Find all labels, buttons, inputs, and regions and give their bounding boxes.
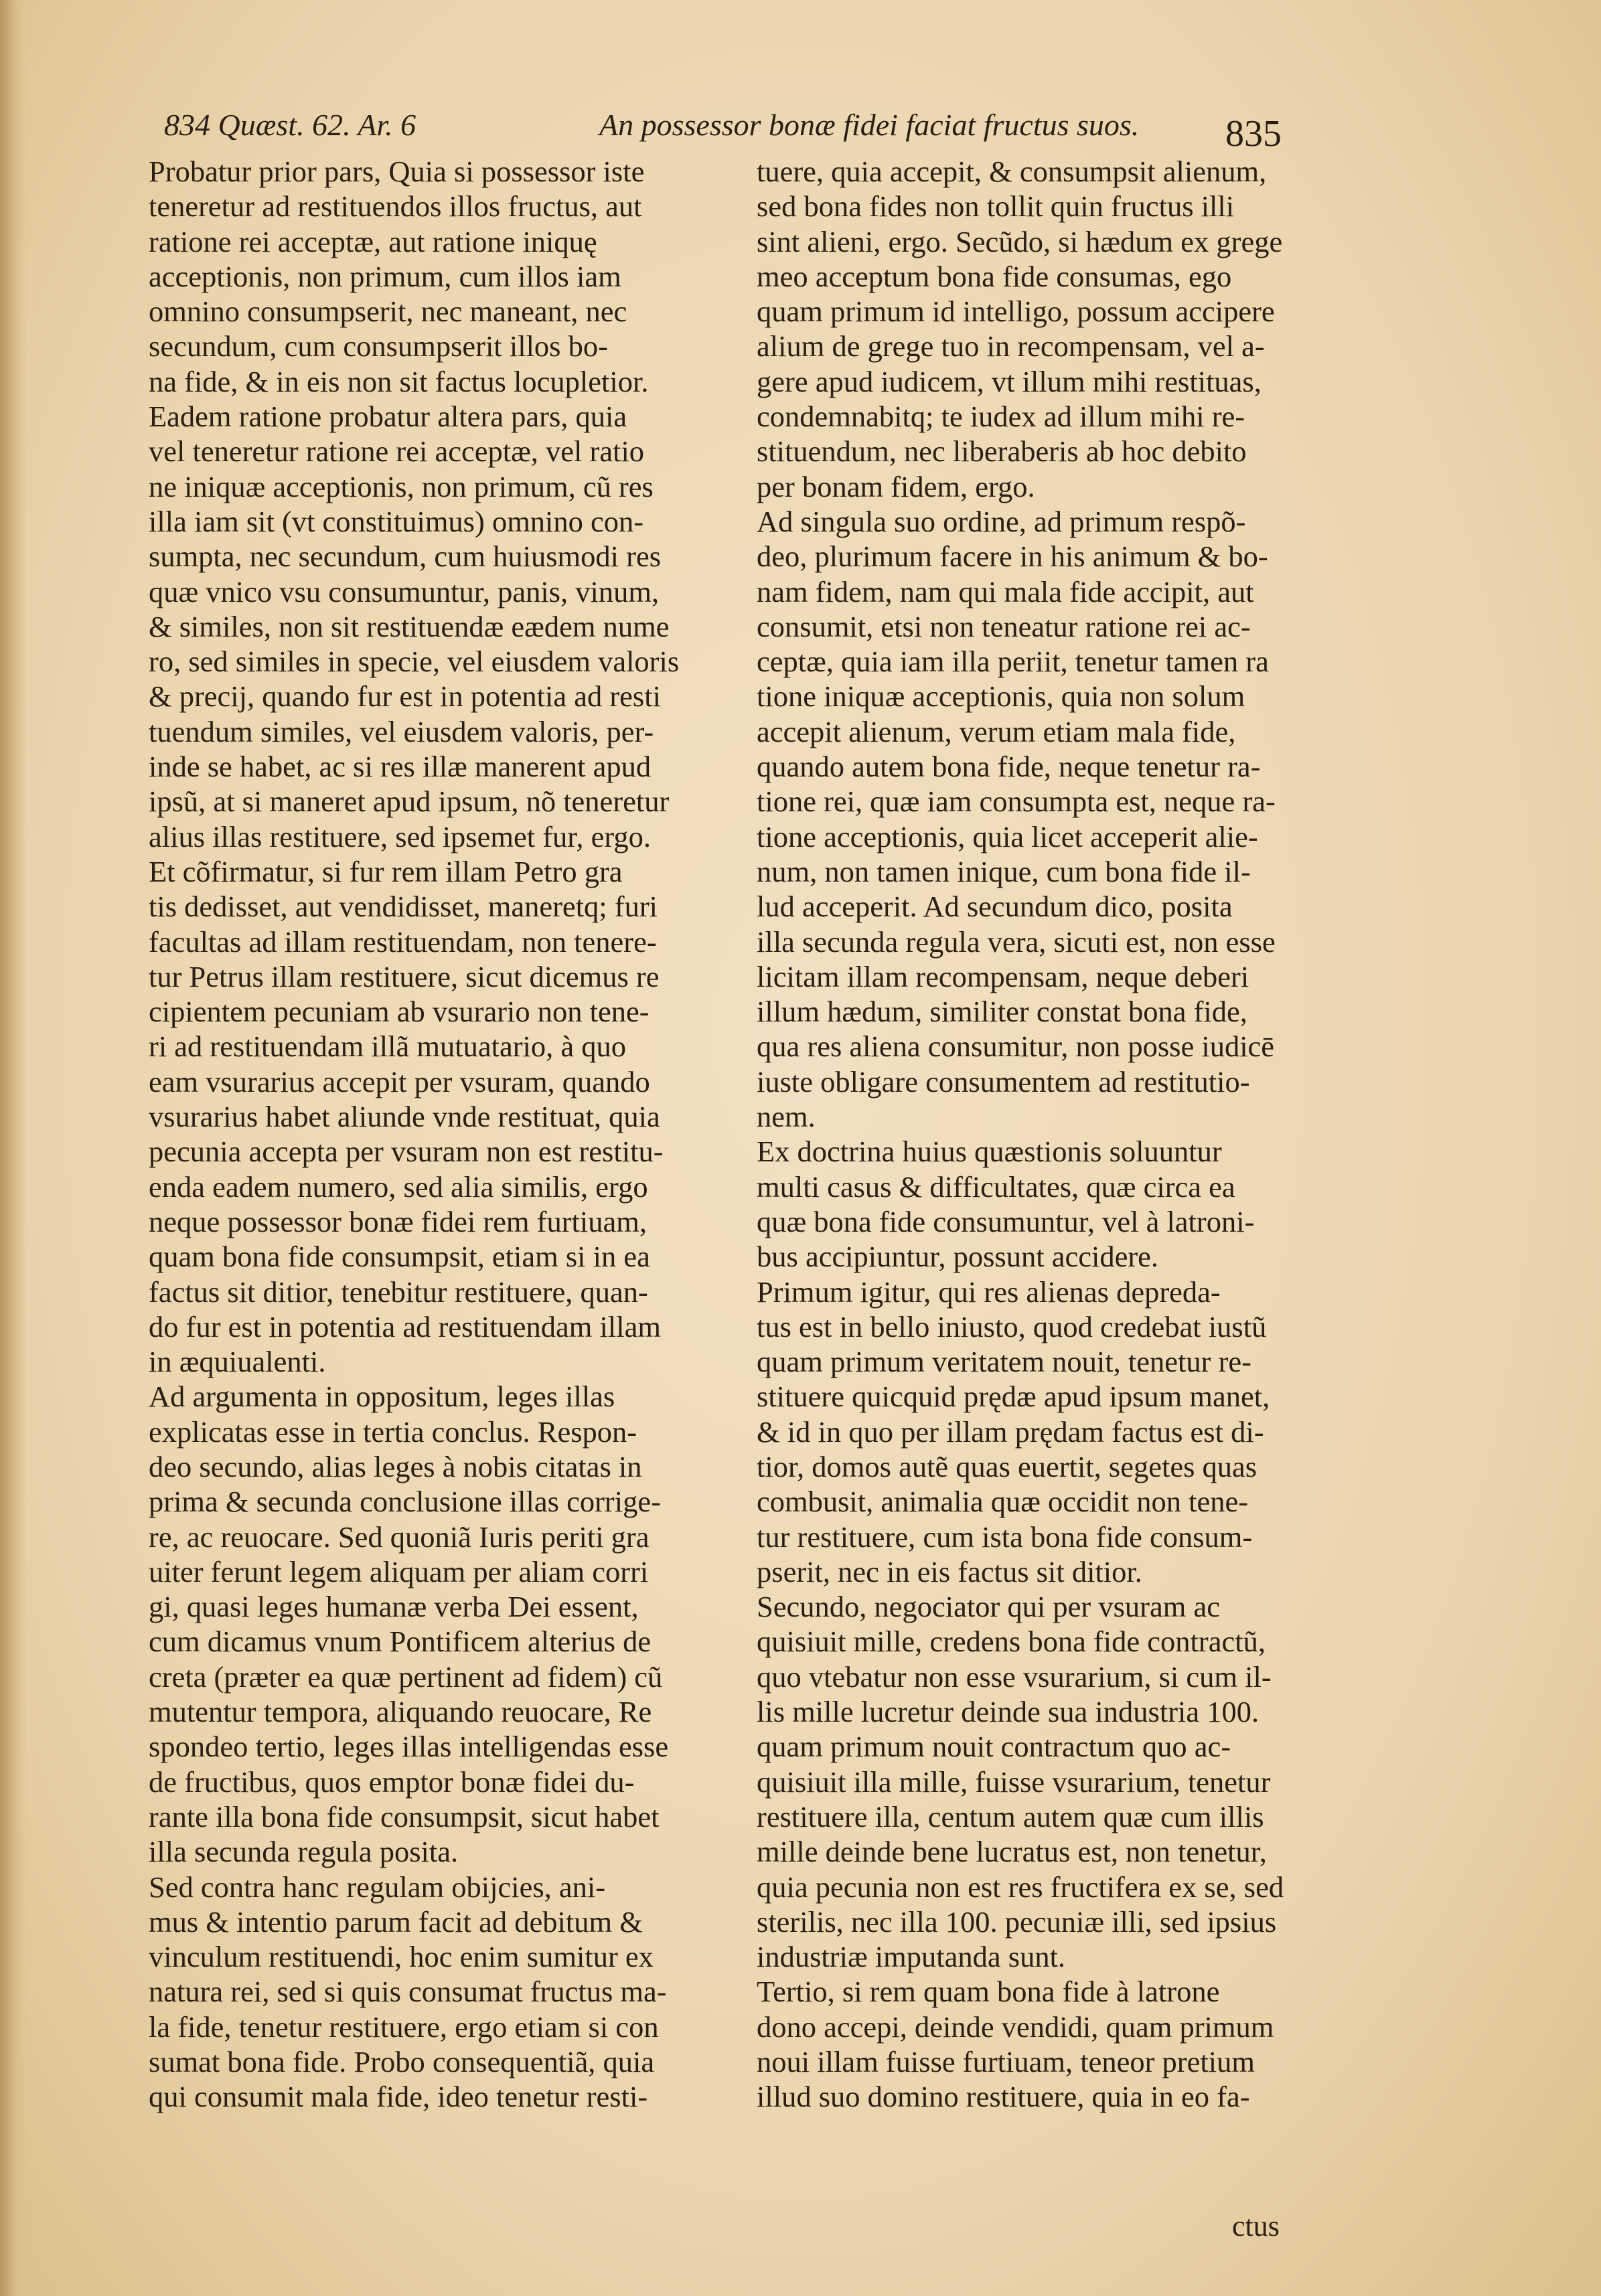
text-line: tione acceptionis, quia licet acceperit alie-	[757, 819, 1258, 853]
text-line: vsurarius habet aliunde vnde restituat, quia	[149, 1100, 660, 1134]
text-line: quisiuit mille, credens bona fide contractũ,	[757, 1625, 1266, 1659]
text-line: alius illas restituere, sed ipsemet fur, ergo.	[149, 819, 651, 853]
text-line: rante illa bona fide consumpsit, sicut habet	[149, 1799, 660, 1833]
text-line: quia pecunia non est res fructifera ex se, sed	[757, 1870, 1284, 1904]
text-line: facultas ad illam restituendam, non tenere-	[149, 924, 657, 959]
text-line: noui illam fuisse furtiuam, teneor pretium	[757, 2045, 1255, 2079]
text-line: ro, sed similes in specie, vel eiusdem valoris	[149, 645, 680, 679]
text-line: secundum, cum consumpserit illos bo-	[149, 329, 608, 363]
text-line: Tertio, si rem quam bona fide à latrone	[757, 1975, 1220, 2009]
text-line: quo vtebatur non esse vsurarium, si cum il-	[757, 1659, 1272, 1694]
text-line: & id in quo per illam prędam factus est di-	[757, 1414, 1264, 1449]
text-line: stituere quicquid prędæ apud ipsum manet,	[757, 1380, 1270, 1414]
text-line: re, ac reuocare. Sed quoniã Iuris periti gra	[149, 1520, 650, 1554]
text-line: uiter ferunt legem aliquam per aliam corri	[149, 1554, 649, 1588]
text-line: ceptæ, quia iam illa periit, tenetur tamen ra	[757, 645, 1269, 679]
text-line: lis mille lucretur deinde sua industria 100.	[757, 1695, 1260, 1729]
text-line: natura rei, sed si quis consumat fructus ma-	[149, 1975, 667, 2009]
text-line: & precij, quando fur est in potentia ad resti	[149, 679, 661, 714]
text-line: quam primum id intelligo, possum accipere	[757, 295, 1275, 329]
text-line: quam primum nouit contractum quo ac-	[757, 1730, 1231, 1764]
text-line: deo secundo, alias leges à nobis citatas in	[149, 1449, 642, 1483]
text-line: vel teneretur ratione rei acceptæ, vel ratio	[149, 434, 645, 469]
text-line: ipsũ, at si maneret apud ipsum, nõ teneretur	[149, 785, 670, 819]
text-line: creta (præter ea quæ pertinent ad fidem) cũ	[149, 1659, 663, 1694]
text-line: mille deinde bene lucratus est, non tenetur,	[757, 1835, 1267, 1869]
text-line: acceptionis, non primum, cum illos iam	[149, 259, 621, 293]
text-line: quando autem bona fide, neque tenetur ra-	[757, 750, 1261, 784]
text-line: tuere, quia accepit, & consumpsit alienum,	[757, 155, 1267, 188]
text-line: num, non tamen inique, cum bona fide il-	[757, 854, 1251, 888]
text-line: sterilis, nec illa 100. pecuniæ illi, sed ipsius	[757, 1904, 1277, 1939]
left-text-column	[149, 154, 714, 2115]
text-line: tus est in bello iniusto, quod credebat iustũ	[757, 1309, 1267, 1343]
text-line: bus accipiuntur, possunt accidere.	[757, 1240, 1159, 1274]
running-header	[164, 107, 1322, 154]
text-line: tur Petrus illam restituere, sicut dicemus re	[149, 959, 660, 993]
text-line: dono accepi, deinde vendidi, quam primum	[757, 2010, 1274, 2044]
header-left-reference: 834 Quæst. 62. Ar. 6	[164, 108, 416, 142]
header-title: An possessor bonæ fidei faciat fructus suos.	[599, 108, 1140, 142]
text-line: gere apud iudicem, vt illum mihi restituas,	[757, 364, 1262, 398]
text-line: tur restituere, cum ista bona fide consum-	[757, 1520, 1253, 1554]
text-line: la fide, tenetur restituere, ergo etiam si con	[149, 2010, 659, 2044]
text-line: vinculum restituendi, hoc enim sumitur ex	[149, 1940, 654, 1974]
text-line: Probatur prior pars, Quia si possessor iste	[149, 155, 645, 188]
text-line: condemnabitq; te iudex ad illum mihi re-	[757, 400, 1245, 434]
text-line: pecunia accepta per vsuram non est restitu-	[149, 1135, 664, 1169]
text-line: qui consumit mala fide, ideo tenetur resti-	[149, 2080, 648, 2114]
text-line: eam vsurarius accepit per vsuram, quando	[149, 1064, 650, 1098]
text-line: sint alieni, ergo. Secũdo, si hædum ex grege	[757, 224, 1283, 258]
text-line: Ad argumenta in oppositum, leges illas	[149, 1380, 615, 1414]
text-line: alium de grege tuo in recompensam, vel a-	[757, 329, 1265, 363]
right-text-column	[757, 154, 1343, 2115]
text-line: sumat bona fide. Probo consequentiã, quia	[149, 2045, 655, 2079]
text-line: tione iniquæ acceptionis, quia non solum	[757, 679, 1245, 714]
text-line: mus & intentio parum facit ad debitum &	[149, 1904, 643, 1939]
text-line: licitam illam recompensam, neque deberi	[757, 959, 1249, 993]
text-line: quæ vnico vsu consumuntur, panis, vinum,	[149, 574, 660, 608]
text-line: enda eadem numero, sed alia similis, ergo	[149, 1169, 648, 1204]
text-line: per bonam fidem, ergo.	[757, 469, 1035, 503]
text-line: illa secunda regula vera, sicuti est, non esse	[757, 924, 1276, 959]
text-line: omnino consumpserit, nec maneant, nec	[149, 295, 627, 329]
text-line: Eadem ratione probatur altera pars, quia	[149, 400, 627, 434]
text-line: industriæ imputanda sunt.	[757, 1940, 1066, 1974]
text-line: inde se habet, ac si res illæ manerent apud	[149, 750, 652, 784]
text-line: Ad singula suo ordine, ad primum respõ-	[757, 504, 1246, 538]
text-line: pserit, nec in eis factus sit ditior.	[757, 1554, 1142, 1588]
text-line: do fur est in potentia ad restituendam illam	[149, 1309, 661, 1343]
text-line: accepit alienum, verum etiam mala fide,	[757, 714, 1236, 748]
text-line: prima & secunda conclusione illas corrige-	[149, 1485, 661, 1519]
text-line: tior, domos autẽ quas euertit, segetes quas	[757, 1449, 1257, 1483]
text-line: spondeo tertio, leges illas intelligendas esse	[149, 1730, 669, 1764]
text-line: qua res aliena consumitur, non posse iudicē	[757, 1030, 1275, 1064]
text-line: illum hædum, similiter constat bona fide,	[757, 995, 1247, 1029]
text-line: na fide, & in eis non sit factus locupletior.	[149, 364, 649, 398]
text-line: explicatas esse in tertia conclus. Respon-	[149, 1414, 637, 1449]
text-line: neque possessor bonæ fidei rem furtiuam,	[149, 1204, 647, 1238]
text-line: lud acceperit. Ad secundum dico, posita	[757, 890, 1233, 924]
text-line: stituendum, nec liberaberis ab hoc debito	[757, 434, 1247, 469]
text-line: quam primum veritatem nouit, tenetur re-	[757, 1345, 1251, 1379]
text-line: nem.	[757, 1100, 816, 1134]
text-line: combusit, animalia quæ occidit non tene-	[757, 1485, 1249, 1519]
text-line: illa secunda regula posita.	[149, 1835, 459, 1869]
text-line: quam bona fide consumpsit, etiam si in ea	[149, 1240, 650, 1274]
text-line: tuendum similes, vel eiusdem valoris, per-	[149, 714, 654, 748]
text-line: Primum igitur, qui res alienas depreda-	[757, 1275, 1221, 1309]
binding-gutter	[0, 0, 27, 2296]
text-line: Sed contra hanc regulam obijcies, ani-	[149, 1870, 606, 1904]
text-line: nam fidem, nam qui mala fide accipit, aut	[757, 574, 1254, 608]
text-line: tis dedisset, aut vendidisset, maneretq; furi	[149, 890, 658, 924]
text-line: Et cõfirmatur, si fur rem illam Petro gra	[149, 854, 623, 888]
text-line: deo, plurimum facere in his animum & bo-	[757, 540, 1268, 574]
text-line: mutentur tempora, aliquando reuocare, Re	[149, 1695, 652, 1729]
text-line: teneretur ad restituendos illos fructus, aut	[149, 189, 642, 224]
text-line: Ex doctrina huius quæstionis soluuntur	[757, 1135, 1222, 1169]
text-line: meo acceptum bona fide consumas, ego	[757, 259, 1232, 293]
text-line: cipientem pecuniam ab vsurario non tene-	[149, 995, 650, 1029]
text-line: sumpta, nec secundum, cum huiusmodi res	[149, 540, 662, 574]
text-line: illa iam sit (vt constituimus) omnino con-	[149, 504, 644, 538]
catchword: ctus	[1232, 2210, 1280, 2242]
text-line: ri ad restituendam illã mutuatario, à quo	[149, 1030, 627, 1064]
text-line: quisiuit illa mille, fuisse vsurarium, tenetur	[757, 1765, 1271, 1799]
text-line: iuste obligare consumentem ad restitutio-	[757, 1064, 1250, 1098]
text-line: illud suo domino restituere, quia in eo fa-	[757, 2080, 1250, 2114]
text-line: tione rei, quæ iam consumpta est, neque ra-	[757, 785, 1276, 819]
page-number: 835	[1225, 113, 1282, 155]
text-line: Secundo, negociator qui per vsuram ac	[757, 1590, 1220, 1624]
text-line: de fructibus, quos emptor bonæ fidei du-	[149, 1765, 635, 1799]
text-line: gi, quasi leges humanæ verba Dei essent,	[149, 1590, 639, 1624]
text-line: consumit, etsi non teneatur ratione rei ac-	[757, 609, 1251, 643]
text-line: factus sit ditior, tenebitur restituere, quan-	[149, 1275, 648, 1309]
text-line: multi casus & difficultates, quæ circa ea	[757, 1169, 1235, 1204]
text-line: restituere illa, centum autem quæ cum illis	[757, 1799, 1264, 1833]
text-line: cum dicamus vnum Pontificem alterius de	[149, 1625, 652, 1659]
text-line: in æquiualenti.	[149, 1345, 326, 1379]
text-line: quæ bona fide consumuntur, vel à latroni-	[757, 1204, 1255, 1238]
text-line: ratione rei acceptæ, aut ratione iniquę	[149, 224, 597, 258]
text-line: & similes, non sit restituendæ eædem nume	[149, 609, 670, 643]
text-line: sed bona fides non tollit quin fructus illi	[757, 189, 1235, 224]
text-line: ne iniquæ acceptionis, non primum, cũ res	[149, 469, 654, 503]
